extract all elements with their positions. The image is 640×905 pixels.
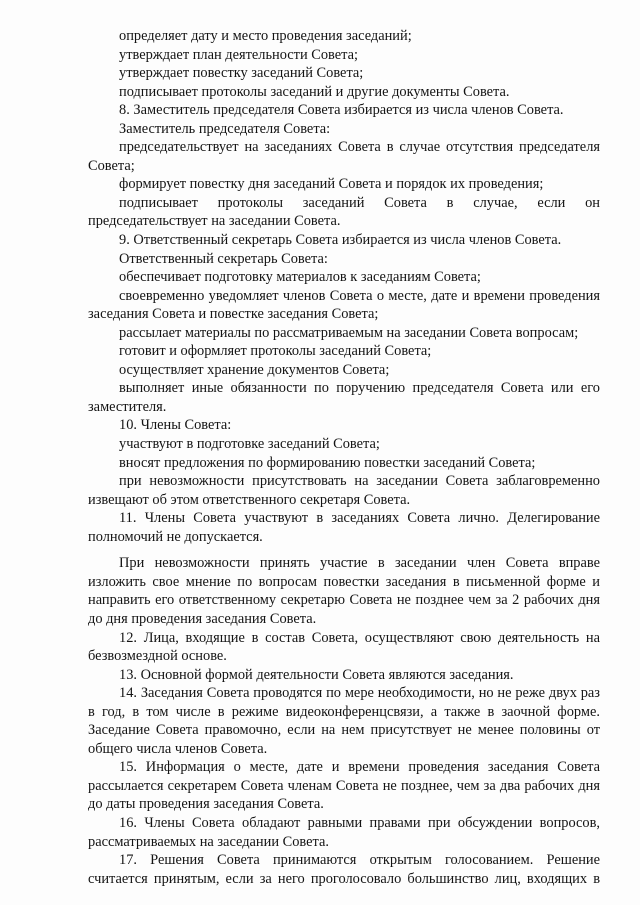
paragraph: 17. Решения Совета принимаются открытым голосованием. Решение считается принятым, если за него проголосовало большинство лиц, входящих в	[88, 852, 600, 887]
paragraph: подписывает протоколы заседаний и другие документы Совета.	[119, 83, 510, 100]
paragraph: 10. Члены Совета:	[119, 417, 232, 434]
paragraph: утверждает повестку заседаний Совета;	[119, 65, 364, 82]
paragraph: участвуют в подготовке заседаний Совета;	[119, 436, 380, 453]
paragraph: выполняет иные обязанности по поручению председателя Совета или его заместителя.	[88, 380, 600, 415]
paragraph: Заместитель председателя Совета:	[119, 120, 331, 137]
paragraph: 15. Информация о месте, дате и времени проведения заседания Совета рассылается секретарем Совета членам Совета не позднее, чем за два рабочих дня до даты проведения заседания Совета.	[88, 759, 600, 813]
document-body	[88, 27, 600, 888]
paragraph: рассылает материалы по рассматриваемым на заседании Совета вопросам;	[119, 324, 579, 341]
paragraph: обеспечивает подготовку материалов к заседаниям Совета;	[119, 269, 481, 286]
paragraph: определяет дату и место проведения заседаний;	[119, 28, 412, 44]
paragraph: председательствует на заседаниях Совета в случае отсутствия председателя Совета;	[88, 139, 600, 174]
paragraph: 8. Заместитель председателя Совета избирается из числа членов Совета.	[119, 102, 564, 119]
paragraph: 12. Лица, входящие в состав Совета, осуществляют свою деятельность на безвозмездной основе.	[88, 629, 600, 665]
paragraph: При невозможности принять участие в заседании член Совета вправе изложить свое мнение по вопросам повестки заседания в письменной форме и направить его ответственному секретарю Совета не позднее чем за 2 рабочих дня до дня проведения заседания Совета.	[88, 555, 600, 627]
paragraph: 11. Члены Совета участвуют в заседаниях Совета лично. Делегирование полномочий не допускается.	[88, 510, 600, 545]
paragraph: своевременно уведомляет членов Совета о месте, дате и времени проведения заседания Совета и повестке заседания Совета;	[88, 287, 600, 323]
paragraph: осуществляет хранение документов Совета;	[119, 361, 390, 378]
paragraph: утверждает план деятельности Совета;	[119, 46, 358, 63]
paragraph: 13. Основной формой деятельности Совета являются заседания.	[119, 666, 514, 683]
paragraph: 16. Члены Совета обладают равными правами при обсуждении вопросов, рассматриваемых на заседании Совета.	[88, 814, 600, 850]
paragraph: 9. Ответственный секретарь Совета избирается из числа членов Совета.	[119, 232, 562, 249]
paragraph: подписывает протоколы заседаний Совета в случае, если он председательствует на заседании Совета.	[88, 194, 600, 230]
paragraph: 14. Заседания Совета проводятся по мере необходимости, но не реже двух раз в год, в том числе в режиме видеоконференцсвязи, а также в заочной форме. Заседание Совета правомочно, если на нем присутствует не менее половины от общего числа членов Совета.	[88, 685, 600, 757]
paragraph: при невозможности присутствовать на заседании Совета заблаговременно извещают об этом ответственного секретаря Совета.	[88, 473, 600, 508]
paragraph: вносят предложения по формированию повестки заседаний Совета;	[119, 454, 536, 471]
paragraph: Ответственный секретарь Совета:	[119, 250, 328, 267]
paragraph: готовит и оформляет протоколы заседаний Совета;	[119, 343, 432, 360]
paragraph: формирует повестку дня заседаний Совета и порядок их проведения;	[119, 176, 544, 193]
